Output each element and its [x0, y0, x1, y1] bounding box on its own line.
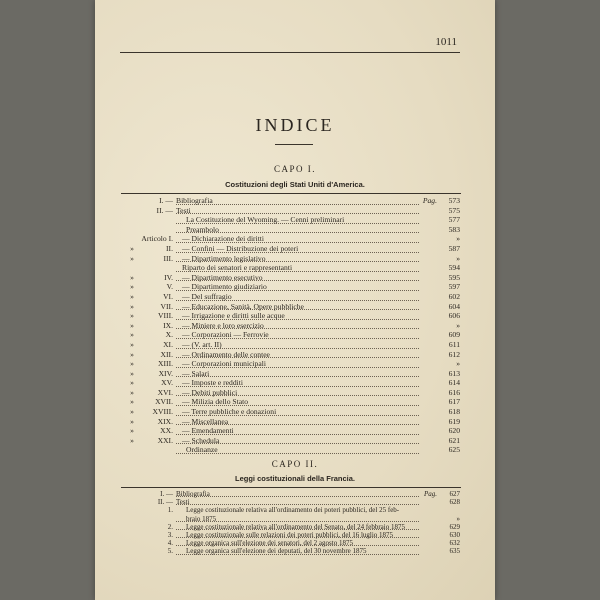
page-abbrev: [419, 263, 440, 273]
capo2-rule: [121, 487, 461, 488]
entry-number: IX.: [163, 320, 173, 330]
entry-number: XI.: [163, 339, 173, 349]
ditto-mark: »: [130, 301, 134, 311]
page-abbrev: [419, 273, 440, 283]
index-entry: [125, 388, 460, 398]
entry-page: 617: [448, 397, 460, 407]
entry-number: 3.: [167, 530, 173, 539]
entry-number: 1.: [167, 506, 173, 515]
index-entry: [125, 531, 460, 539]
entry-number: XII.: [160, 349, 173, 359]
entry-text-cell: [176, 388, 419, 398]
capo1-rule: [121, 193, 461, 194]
ditto-mark: [125, 196, 139, 206]
book-page: [95, 0, 495, 600]
entry-text-cell: [176, 436, 419, 446]
entry-text-cell: [176, 302, 419, 312]
entry-text-cell: [176, 311, 419, 321]
entry-page: »: [456, 359, 460, 369]
page-abbrev: [419, 254, 440, 264]
entry-text-cell: [176, 506, 419, 514]
index-entry: [125, 369, 460, 379]
page-abbrev: [419, 397, 440, 407]
page-abbrev: [419, 515, 440, 523]
page-abbrev: [419, 215, 440, 225]
entry-text-cell: [176, 359, 419, 369]
ditto-mark: »: [130, 387, 134, 397]
ditto-mark: »: [130, 339, 134, 349]
entry-page: [440, 506, 460, 514]
index-entry: [125, 254, 460, 264]
entry-number: I. —: [159, 196, 173, 205]
ditto-mark: »: [130, 368, 134, 378]
entry-text-cell: [176, 340, 419, 350]
index-entry: [125, 523, 460, 531]
entry-page: 609: [448, 330, 460, 340]
entry-text: — Corporazioni municipali: [182, 359, 266, 369]
entry-text-cell: [176, 196, 419, 206]
index-entry: [125, 311, 460, 321]
entry-text-cell: [176, 397, 419, 407]
entry-text: — Debiti pubblici: [182, 387, 238, 397]
index-entry: [125, 539, 460, 547]
entry-text-cell: [176, 225, 419, 235]
ditto-mark: [125, 263, 139, 273]
entry-text-cell: [176, 350, 419, 360]
page-abbrev: [419, 506, 440, 514]
ditto-mark: [125, 445, 139, 455]
ditto-mark: »: [130, 359, 134, 369]
index-entry: [125, 547, 460, 555]
entry-text: — Dipartimento giudiziario: [182, 282, 267, 292]
index-entry: [125, 340, 460, 350]
entry-text: braio 1875: [186, 514, 217, 523]
entry-number: VI.: [163, 291, 173, 301]
index-entry: [125, 292, 460, 302]
entry-text-cell: [176, 378, 419, 388]
ditto-mark: [125, 506, 139, 514]
page-abbrev: [419, 282, 440, 292]
entry-number: [139, 445, 176, 455]
page-abbrev: [419, 388, 440, 398]
entry-page: 619: [448, 416, 460, 426]
entry-text: — (V. art. II): [182, 339, 222, 349]
entry-text: — Milizia dello Stato: [182, 397, 249, 407]
entry-text: Legge organica sull'elezione dei deputati, del 30 novembre 1875: [186, 547, 367, 556]
index-entry: [125, 490, 460, 498]
index-entry: [125, 417, 460, 427]
page-abbrev: Pag.: [423, 490, 437, 498]
entry-text: La Costituzione del Wyoming. — Cenni preliminari: [186, 215, 345, 225]
entry-number: XIX.: [157, 416, 173, 426]
entry-page: 575: [448, 205, 460, 215]
entry-number: III.: [163, 253, 173, 263]
index-entry: [125, 350, 460, 360]
entry-number: II.: [166, 243, 173, 253]
ditto-mark: [125, 547, 139, 555]
page-abbrev: [419, 340, 440, 350]
page-abbrev: [419, 321, 440, 331]
entry-page: 587: [448, 243, 460, 253]
ditto-mark: [125, 490, 139, 498]
ditto-mark: »: [130, 435, 134, 445]
entry-number: V.: [166, 282, 173, 292]
page-abbrev: [419, 547, 440, 555]
entry-number: XV.: [161, 378, 173, 388]
entry-text-cell: [176, 244, 419, 254]
index-entry: [125, 273, 460, 283]
ditto-mark: [125, 234, 139, 244]
entry-page: 612: [448, 349, 460, 359]
entry-number: VII.: [160, 301, 173, 311]
index-entry: [125, 436, 460, 446]
ditto-mark: »: [130, 378, 134, 388]
ditto-mark: »: [130, 272, 134, 282]
ditto-mark: »: [130, 282, 134, 292]
ditto-mark: »: [130, 349, 134, 359]
entry-text: — Dipartimento legislativo: [182, 253, 266, 263]
entry-text: Legge organica sull'elezione dei senatori, del 2 agosto 1875: [186, 539, 353, 548]
ditto-mark: [125, 498, 139, 506]
index-entry: [125, 263, 460, 273]
entry-text-cell: [176, 369, 419, 379]
entry-text: — Dichiarazione dei diritti: [182, 234, 265, 244]
entry-text: Testi: [176, 205, 191, 215]
entry-text: — Salari: [182, 368, 210, 378]
entry-text-cell: [176, 234, 419, 244]
entry-text-cell: [176, 547, 419, 555]
entry-text-cell: [176, 515, 419, 523]
entry-page: 583: [448, 224, 460, 234]
entry-page: 627: [449, 490, 460, 498]
entry-number: [139, 263, 176, 273]
entry-page: 621: [448, 435, 460, 445]
entry-page: 602: [448, 291, 460, 301]
index-entry: [125, 282, 460, 292]
entry-text: — Ordinamento delle contee: [182, 349, 270, 359]
index-entry: [125, 445, 460, 455]
capo2-entries: [125, 490, 460, 556]
entry-page: 573: [448, 196, 460, 205]
page-abbrev: [419, 539, 440, 547]
entry-text: — Irrigazione e diritti sulle acque: [182, 311, 285, 321]
entry-number: XVII.: [155, 397, 173, 407]
entry-number: IV.: [164, 272, 173, 282]
entry-text: Bibliografia: [176, 196, 213, 205]
entry-text: Legge costituzionale relativa all'ordinamento del Senato, del 24 febbraio 1875: [186, 522, 405, 531]
entry-number: II. —: [157, 498, 173, 507]
entry-number: XVIII.: [152, 407, 173, 417]
entry-page: »: [456, 320, 460, 330]
entry-text-cell: [176, 531, 419, 539]
entry-number: [139, 515, 176, 523]
entry-number: XIII.: [158, 359, 173, 369]
dot-leader: [176, 496, 419, 497]
entry-number: X.: [165, 330, 173, 340]
page-abbrev: [419, 369, 440, 379]
dot-leader: [176, 213, 419, 214]
entry-text-cell: [176, 426, 419, 436]
ditto-mark: »: [130, 416, 134, 426]
ditto-mark: »: [130, 330, 134, 340]
dot-leader: [176, 504, 419, 505]
page-abbrev: [419, 426, 440, 436]
entry-text: — Educazione, Sanità, Opere pubbliche: [182, 301, 304, 311]
entry-number: [139, 225, 176, 235]
page-abbrev: [419, 311, 440, 321]
page-abbrev: [419, 234, 440, 244]
entry-text-cell: [176, 417, 419, 427]
index-entry: [125, 215, 460, 225]
entry-page: 577: [448, 215, 460, 225]
entry-number: 5.: [167, 547, 173, 556]
entry-text: — Schedula: [182, 435, 220, 445]
capo2-subtitle: Leggi costituzionali della Francia.: [234, 474, 356, 483]
page-abbrev: [419, 330, 440, 340]
dot-leader: [176, 376, 419, 377]
index-entry: [125, 506, 460, 514]
entry-text: — Emendamenti: [182, 426, 234, 436]
entry-number: XIV.: [158, 368, 173, 378]
entry-text: Bibliografia: [176, 490, 210, 498]
entry-page: 620: [448, 426, 460, 436]
entry-text-cell: [176, 321, 419, 331]
entry-text-cell: [176, 523, 419, 531]
entry-text-cell: [176, 498, 419, 506]
entry-page: »: [456, 514, 460, 523]
entry-text: Preambolo: [186, 224, 219, 234]
entry-number: XXI.: [157, 435, 173, 445]
ditto-mark: »: [130, 426, 134, 436]
ditto-mark: [125, 531, 139, 539]
entry-text: Ordinanze: [186, 445, 218, 455]
page-number: 1011: [435, 36, 457, 48]
entry-page: 594: [448, 263, 460, 273]
entry-text: Riparto dei senatori e rappresentanti: [182, 263, 293, 273]
entry-text-cell: [176, 445, 419, 455]
ditto-mark: »: [130, 291, 134, 301]
entry-text-cell: [176, 490, 419, 498]
entry-text-cell: [176, 330, 419, 340]
ditto-mark: »: [130, 253, 134, 263]
entry-number: [139, 215, 176, 225]
entry-page: 597: [448, 282, 460, 292]
entry-text: — Miscellanea: [182, 416, 229, 426]
entry-text-cell: [176, 254, 419, 264]
ditto-mark: [125, 225, 139, 235]
capo2-heading: CAPO II.: [271, 459, 319, 469]
entry-number: Articolo I.: [141, 234, 173, 244]
entry-text: — Del suffragio: [182, 291, 232, 301]
page-abbrev: [419, 350, 440, 360]
entry-text-cell: [176, 292, 419, 302]
ditto-mark: »: [130, 397, 134, 407]
entry-page: 628: [449, 498, 460, 507]
index-entry: [125, 397, 460, 407]
entry-page: 629: [449, 522, 460, 531]
ditto-mark: »: [130, 320, 134, 330]
entry-text-cell: [176, 206, 419, 216]
entry-page: 614: [448, 378, 460, 388]
entry-text: — Dipartimento esecutivo: [182, 272, 263, 282]
entry-text: — Miniere e loro esercizio: [182, 320, 264, 330]
page-abbrev: [419, 206, 440, 216]
index-entry: [125, 378, 460, 388]
page-abbrev: [419, 378, 440, 388]
entry-text: Legge costituzionale relativa all'ordinamento dei poteri pubblici, del 25 feb-: [186, 506, 400, 515]
page-abbrev: [419, 225, 440, 235]
page-abbrev: [419, 407, 440, 417]
entry-number: 2.: [167, 522, 173, 531]
ditto-mark: [125, 523, 139, 531]
entry-page: 630: [449, 530, 460, 539]
entry-text: — Confini — Distribuzione dei poteri: [182, 243, 299, 253]
entry-number: 4.: [167, 539, 173, 548]
entry-number: XX.: [160, 426, 173, 436]
ditto-mark: [125, 515, 139, 523]
page-abbrev: [419, 498, 440, 506]
entry-text: — Terre pubbliche e donazioni: [182, 407, 277, 417]
page-abbrev: Pag.: [422, 196, 437, 205]
page-abbrev: [419, 436, 440, 446]
entry-page: 606: [448, 311, 460, 321]
page-abbrev: [419, 244, 440, 254]
ditto-mark: »: [130, 311, 134, 321]
entry-page: 625: [448, 445, 460, 455]
entry-page: 613: [448, 368, 460, 378]
entry-page: 595: [448, 272, 460, 282]
entry-page: 635: [449, 547, 460, 556]
index-entry: [125, 330, 460, 340]
index-entry: [125, 225, 460, 235]
entry-text-cell: [176, 215, 419, 225]
entry-page: »: [456, 253, 460, 263]
ditto-mark: [125, 539, 139, 547]
entry-page: 618: [448, 407, 460, 417]
entry-number: XVI.: [157, 387, 173, 397]
ditto-mark: »: [130, 407, 134, 417]
index-entry: [125, 498, 460, 506]
page-abbrev: [419, 445, 440, 455]
entry-number: I. —: [160, 490, 173, 498]
entry-page: 604: [448, 301, 460, 311]
entry-page: 611: [448, 339, 460, 349]
capo1-entries: [125, 196, 460, 455]
capo1-subtitle: Costituzioni degli Stati Uniti d'America.: [225, 180, 365, 189]
ditto-mark: [125, 206, 139, 216]
page-abbrev: [419, 292, 440, 302]
entry-number: II. —: [156, 205, 173, 215]
entry-page: 632: [449, 539, 460, 548]
index-entry: [125, 234, 460, 244]
ditto-mark: [125, 215, 139, 225]
entry-text-cell: [176, 282, 419, 292]
index-entry: [125, 302, 460, 312]
entry-text-cell: [176, 407, 419, 417]
entry-text: Testi: [176, 498, 190, 507]
ditto-mark: »: [130, 243, 134, 253]
page-abbrev: [419, 531, 440, 539]
index-entry: [125, 426, 460, 436]
capo1-heading: CAPO I.: [273, 164, 316, 174]
index-entry: [125, 206, 460, 216]
page-abbrev: [419, 523, 440, 531]
entry-text: — Corporazioni — Ferrovie: [182, 330, 269, 340]
index-entry: [125, 196, 460, 206]
index-entry: [125, 359, 460, 369]
entry-text: Legge costituzionale sulle relazioni dei poteri pubblici, del 16 luglio 1875: [186, 530, 394, 539]
entry-text: — Imposte e redditi: [182, 378, 243, 388]
entry-text-cell: [176, 263, 419, 273]
index-entry: [125, 321, 460, 331]
page-abbrev: [419, 417, 440, 427]
entry-page: »: [456, 234, 460, 244]
header-rule: [120, 52, 460, 53]
title-rule: [275, 144, 313, 145]
entry-text-cell: [176, 539, 419, 547]
index-title: INDICE: [255, 115, 335, 135]
page-abbrev: [419, 302, 440, 312]
entry-page: 616: [448, 387, 460, 397]
entry-number: VIII.: [158, 311, 173, 321]
page-abbrev: [419, 359, 440, 369]
entry-text-cell: [176, 273, 419, 283]
index-entry: [125, 244, 460, 254]
index-entry: [125, 407, 460, 417]
index-entry: [125, 515, 460, 523]
